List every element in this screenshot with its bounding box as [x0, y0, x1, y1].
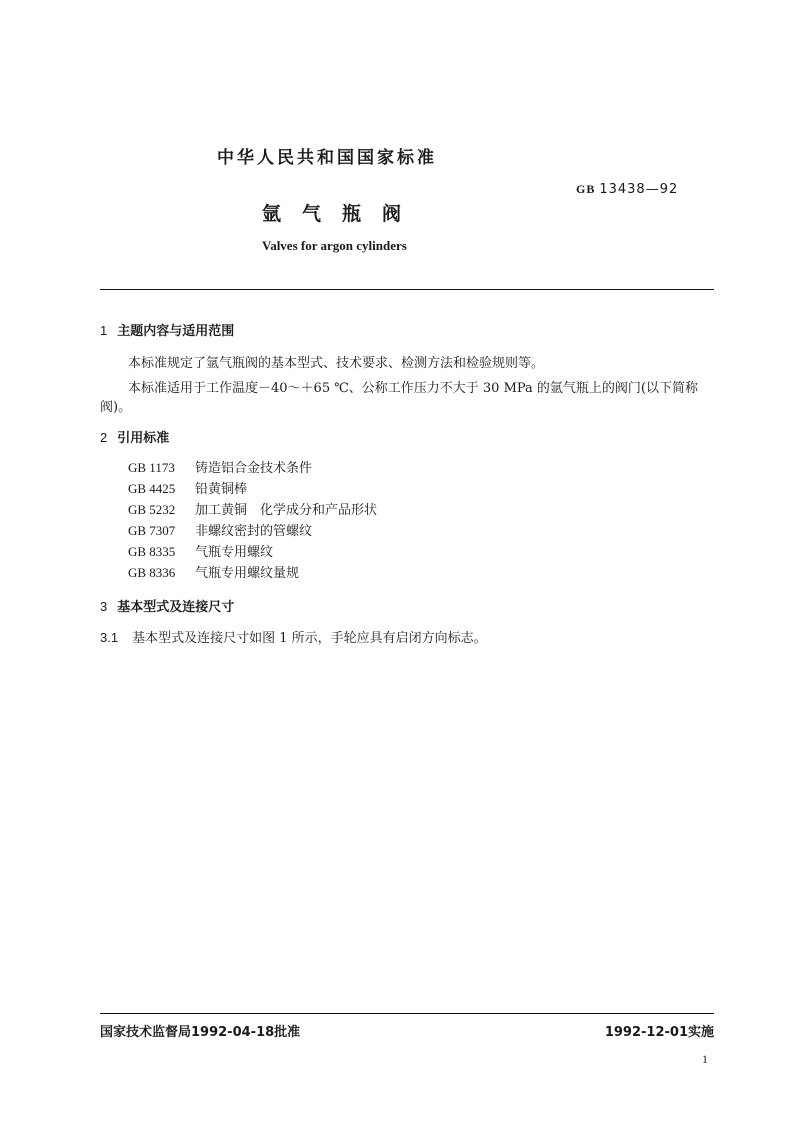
- section-1-heading: [100, 320, 234, 339]
- section-2-number: 2: [100, 430, 108, 445]
- page-number: 1: [702, 1052, 708, 1066]
- document-title-cn: 氩气瓶阀: [262, 203, 423, 225]
- section-1-paragraph-1: 本标准规定了氩气瓶阀的基本型式、技术要求、检测方法和检验规则等。: [128, 356, 545, 371]
- section-2-title: 引用标准: [117, 431, 170, 446]
- section-3-title: 基本型式及连接尺寸: [117, 600, 235, 615]
- section-1-title: 主题内容与适用范围: [117, 324, 235, 339]
- clause-3-1: [100, 627, 487, 646]
- document-title-en: Valves for argon cylinders: [262, 238, 407, 253]
- reference-code: GB 7307: [128, 523, 176, 538]
- reference-title: 加工黄铜 化学成分和产品形状: [195, 503, 378, 518]
- clause-3-1-text: 基本型式及连接尺寸如图 1 所示，手轮应具有启闭方向标志。: [132, 631, 487, 646]
- reference-title: 气瓶专用螺纹量规: [195, 566, 300, 581]
- footer-divider: [100, 1013, 714, 1014]
- reference-item: [128, 520, 377, 541]
- section-3-heading: [100, 596, 234, 615]
- section-3-number: 3: [100, 599, 108, 614]
- reference-item: [128, 562, 377, 583]
- section-1-number: 1: [100, 323, 108, 338]
- reference-code: GB 1173: [128, 460, 175, 475]
- reference-code: GB 8335: [128, 544, 176, 559]
- reference-title: 非螺纹密封的管螺纹: [195, 524, 313, 539]
- reference-code: GB 5232: [128, 502, 176, 517]
- section-1-paragraph-2: 本标准适用于工作温度－40～＋65 ℃、公称工作压力不大于 30 MPa 的氩气瓶上的阀门(以下简称: [128, 381, 698, 396]
- standard-number: [576, 182, 678, 197]
- national-standard-label: 中华人民共和国国家标准: [217, 148, 437, 168]
- reference-title: 铸造铝合金技术条件: [195, 461, 313, 476]
- header-divider: [100, 289, 714, 290]
- reference-item: [128, 457, 377, 478]
- clause-3-1-number: 3.1: [100, 630, 119, 645]
- reference-list: [128, 457, 377, 583]
- section-2-heading: [100, 427, 169, 446]
- reference-code: GB 8336: [128, 565, 176, 580]
- standard-code: 13438—92: [599, 182, 679, 197]
- standard-prefix: GB: [576, 182, 596, 196]
- reference-item: [128, 478, 377, 499]
- approval-date: 国家技术监督局1992-04-18批准: [100, 1025, 301, 1040]
- reference-title: 铅黄铜棒: [195, 482, 248, 497]
- section-1-paragraph-2-cont: 阀)。: [100, 400, 132, 415]
- reference-title: 气瓶专用螺纹: [195, 545, 274, 560]
- reference-item: [128, 499, 377, 520]
- reference-item: [128, 541, 377, 562]
- effective-date: 1992-12-01实施: [604, 1025, 714, 1040]
- reference-code: GB 4425: [128, 481, 176, 496]
